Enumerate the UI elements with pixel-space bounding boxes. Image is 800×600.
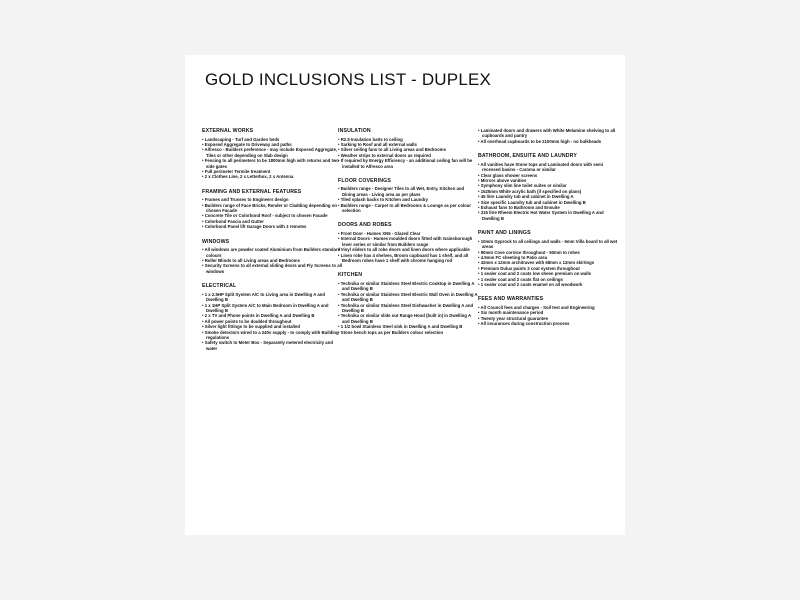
inclusion-list xyxy=(478,239,618,288)
column-3 xyxy=(478,128,618,335)
inclusion-item: • Roller Blinds to all Living areas and Bedrooms xyxy=(202,258,342,263)
inclusion-item: • 1 sealer coat and 2 coats flat on ceilings xyxy=(478,277,618,282)
inclusion-item: • Frames and Trusses to Engineers design xyxy=(202,197,342,202)
inclusion-section xyxy=(338,178,478,214)
section-heading: FRAMING AND EXTERNAL FEATURES xyxy=(202,188,302,195)
inclusion-list xyxy=(202,197,342,229)
inclusion-item: • Colorbond Panel lift Garage Doors with 3 remotes xyxy=(202,224,342,229)
inclusion-item: • Symphony slim line toilet suites or similar xyxy=(478,183,618,188)
inclusion-section xyxy=(478,230,618,287)
inclusion-section xyxy=(202,239,342,275)
inclusion-item: • 1 1/2 bowl Stainless Steel sink in Dwelling A and Dwelling B xyxy=(338,324,478,329)
inclusion-section xyxy=(202,283,342,351)
inclusion-item: • All windows are powder coated Aluminium from Builders standard colours xyxy=(202,247,342,258)
inclusion-item: • 1 x 2.5HP Split System A/C to Living area in Dwelling A and Dwelling B xyxy=(202,292,342,303)
inclusion-list xyxy=(202,247,342,274)
inclusion-item: • Six month maintenance period xyxy=(478,310,618,315)
inclusion-item: • Front Door - Humes XN5 - Glazed Clear xyxy=(338,231,478,236)
inclusion-item: • Technika or similar Stainless Steel Dishwasher in Dwelling A and Dwelling B xyxy=(338,303,478,314)
inclusion-item: • 10mm Gyprock to all ceilings and walls - 6mm Villa board to all wet areas xyxy=(478,239,618,250)
inclusion-item: • 1 sealer coat and 2 coats low sheen premium on walls xyxy=(478,271,618,276)
section-heading: KITCHEN xyxy=(338,272,363,279)
inclusion-item: • Twenty year structural guarantee xyxy=(478,316,618,321)
inclusion-item: • Security Screens to all external sliding doors and Fly Screens to all windows xyxy=(202,263,342,274)
inclusion-item: • Builders range - Carpet to all Bedrooms & Lounge as per colour selection xyxy=(338,203,478,214)
inclusion-item: • Mirrors above vanities xyxy=(478,178,618,183)
inclusion-item: • All power points to be doubled throughout xyxy=(202,319,342,324)
section-heading: WINDOWS xyxy=(202,238,230,245)
inclusion-item: • Technika or similar Stainless Steel Electric Cooktop in Dwelling A and Dwelling B xyxy=(338,281,478,292)
inclusion-item: • Silver light fittings to be supplied and installed xyxy=(202,324,342,329)
inclusion-list xyxy=(338,231,478,263)
inclusion-item: • Fencing to all perimeters to be 1800mm high with returns and two side gates xyxy=(202,158,342,169)
inclusion-section xyxy=(202,189,342,230)
inclusion-item: • Builders range of Face Bricks, Render or Cladding depending on chosen Facade xyxy=(202,203,342,214)
inclusion-item: • Builders range - Designer Tiles to all Wet, Entry, Kitchen and Dining areas - Living area as per plans xyxy=(338,186,478,197)
inclusion-item: • 42mm x 12mm architraves with 68mm x 12mm skirtings xyxy=(478,260,618,265)
inclusion-item: • 90mm Cove cornice throughout - 50mm to robes xyxy=(478,250,618,255)
inclusion-item: • Linen robe has 4 shelves, Broom cupboard has 1 shelf, and all Bedroom robes have 1 shelf with chrome hanging rod xyxy=(338,253,478,264)
inclusion-item: • Premium Dulux paints 3 coat system throughout xyxy=(478,266,618,271)
inclusion-list xyxy=(338,186,478,213)
section-heading: FEES AND WARRANTIES xyxy=(478,296,544,303)
inclusion-item: • Weather strips to external doors as required xyxy=(338,153,478,158)
inclusion-section xyxy=(478,128,618,144)
inclusion-section xyxy=(338,128,478,169)
inclusion-item: • Exposed Aggregate to Driveway and paths xyxy=(202,142,342,147)
inclusion-list xyxy=(478,128,618,144)
section-heading: ELECTRICAL xyxy=(202,283,237,290)
inclusion-item: • 2 x Clothes Line, 2 x Letterbox, 2 x Antenna xyxy=(202,174,342,179)
inclusion-item: • Internal Doors - Humes moulded doors fitted with Gainsborough lever series or similar from Builders range xyxy=(338,236,478,247)
inclusion-item: • Laminated doors and drawers with White Melamine shelving to all cupboards and pantry xyxy=(478,128,618,139)
inclusion-item: • All Council fees and charges - Soil test and Engineering xyxy=(478,305,618,310)
inclusion-item: • 1525mm White acrylic bath (if specified on plans) xyxy=(478,189,618,194)
inclusion-item: • All overhead cupboards to be 2100mm high - no bulkheads xyxy=(478,139,618,144)
section-heading: PAINT AND LININGS xyxy=(478,230,531,237)
inclusion-item: • Vinyl sliders to all robe doors and linen doors where applicable xyxy=(338,247,478,252)
inclusion-item: • Clear glass shower screens xyxy=(478,173,618,178)
inclusion-item: • Safety switch to Meter Box - Separately metered electricity and water xyxy=(202,340,342,351)
inclusion-item: • 1 sealer coat and 2 coats enamel on all woodwork xyxy=(478,282,618,287)
section-heading: DOORS AND ROBES xyxy=(338,222,392,229)
document-title: GOLD INCLUSIONS LIST - DUPLEX xyxy=(205,70,492,89)
inclusion-item: • Concrete Tile or Colorbond Roof - subject to chosen Facade xyxy=(202,213,342,218)
inclusion-item: • All vanities have Stone tops and Laminated doors with semi recessed basins - Caroma or similar xyxy=(478,162,618,173)
inclusion-item: • Sarking to Roof and all external walls xyxy=(338,142,478,147)
inclusion-section xyxy=(478,153,618,221)
inclusion-item: • R2.5 Insulation batts to ceiling xyxy=(338,137,478,142)
inclusion-list xyxy=(338,137,478,169)
inclusion-item: • Full perimeter Termite treatment xyxy=(202,169,342,174)
inclusion-section xyxy=(338,272,478,335)
section-heading: BATHROOM, ENSUITE AND LAUNDRY xyxy=(478,153,577,160)
inclusion-item: • Stone bench tops as per Builders colour selection xyxy=(338,330,478,335)
inclusion-list xyxy=(478,162,618,221)
inclusion-item: • If required by Energy Efficiency - an additional ceiling fan will be installed to Alfresco area xyxy=(338,158,478,169)
inclusion-list xyxy=(202,137,342,180)
inclusion-item: • Technika or similar slide out Range Hood (built in) in Dwelling A and Dwelling B xyxy=(338,313,478,324)
inclusion-section xyxy=(338,222,478,263)
inclusion-section xyxy=(478,296,618,326)
inclusion-item: • Size specific Laundry tub and cabinet in Dwelling B xyxy=(478,200,618,205)
inclusion-item: • Technika or similar Stainless Steel Electric Wall Oven in Dwelling A and Dwelling B xyxy=(338,292,478,303)
inclusion-item: • 2 x TV and Phone points in Dwelling A and Dwelling B xyxy=(202,313,342,318)
inclusion-item: • 4.5mm FC sheeting to Patio area xyxy=(478,255,618,260)
inclusion-item: • Silver ceiling fans to all Living areas and Bedrooms xyxy=(338,147,478,152)
inclusion-item: • All insurances during construction process xyxy=(478,321,618,326)
column-1 xyxy=(202,128,342,360)
inclusion-item: • Exhaust fans to Bathroom and Ensuite xyxy=(478,205,618,210)
inclusion-list xyxy=(478,305,618,327)
section-heading: EXTERNAL WORKS xyxy=(202,128,254,134)
inclusion-list xyxy=(338,281,478,335)
inclusion-list xyxy=(202,292,342,351)
inclusion-item: • Colorbond Fascia and Gutter xyxy=(202,219,342,224)
inclusion-section xyxy=(202,128,342,180)
column-2 xyxy=(338,128,478,344)
inclusion-item: • 315 litre Rheem Electric Hot Water System in Dwelling A and Dwelling B xyxy=(478,210,618,221)
inclusion-item: • 45 litre Laundry tub and cabinet in Dwelling A xyxy=(478,194,618,199)
inclusion-item: • Landscaping - Turf and Garden beds xyxy=(202,137,342,142)
inclusion-item: • Smoke detectors wired to a 240v supply - to comply with Building regulations xyxy=(202,330,342,341)
inclusion-item: • Alfresco - Builders preference - may include Exposed Aggregate, Tiles or other depending on Slab design xyxy=(202,147,342,158)
section-heading: INSULATION xyxy=(338,128,371,134)
section-heading: FLOOR COVERINGS xyxy=(338,177,391,184)
inclusion-item: • Tiled splash backs to Kitchen and Laundry xyxy=(338,197,478,202)
inclusion-item: • 1 x 1HP Split System A/C to Main Bedroom in Dwelling A and Dwelling B xyxy=(202,303,342,314)
